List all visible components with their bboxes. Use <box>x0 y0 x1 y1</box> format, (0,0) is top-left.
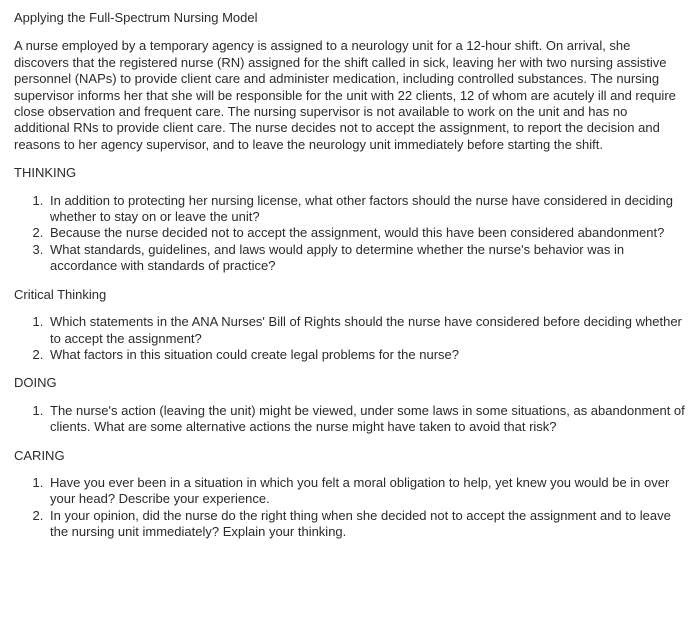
question-list <box>14 475 686 541</box>
section-doing <box>14 375 686 435</box>
question-list <box>14 193 686 275</box>
question-item: 2. In your opinion, did the nurse do the right thing when she decided not to accept the assignment and to leave the nursing unit immediately? Explain your thinking. <box>47 508 686 541</box>
section-heading: THINKING <box>14 165 77 181</box>
question-item: 3. What standards, guidelines, and laws would apply to determine whether the nurse's behavior was in accordance with standards of practice? <box>47 242 686 275</box>
question-item: 2. Because the nurse decided not to accept the assignment, would this have been considered abandonment? <box>47 225 686 241</box>
section-heading: Critical Thinking <box>14 286 107 302</box>
question-item: 1. The nurse's action (leaving the unit) might be viewed, under some laws in some situations, as abandonment of clients. What are some alternative actions the nurse might have taken to avoid that risk? <box>47 403 686 436</box>
question-list <box>14 403 686 436</box>
section-caring <box>14 448 686 541</box>
question-list <box>14 314 686 363</box>
section-critical-thinking <box>14 287 686 364</box>
question-item: 1. Have you ever been in a situation in which you felt a moral obligation to help, yet knew you would be in over your head? Describe your experience. <box>47 475 686 508</box>
section-heading: DOING <box>14 375 57 391</box>
question-item: 2. What factors in this situation could create legal problems for the nurse? <box>47 347 686 363</box>
section-thinking <box>14 165 686 274</box>
scenario-paragraph: A nurse employed by a temporary agency is assigned to a neurology unit for a 12-hour shift. On arrival, she discovers that the registered nurse (RN) assigned for the shift called in sick, leaving her with two nursing assistive personnel (NAPs) to provide client care and administer medication, including controlled substances. The nursing supervisor informs her that she will be responsible for the unit with 22 clients, 12 of whom are acutely ill and require close observation and frequent care. The nursing supervisor is not available to work on the unit and has no additional RNs to provide client care. The nurse decides not to accept the assignment, to report the decision and reasons to her agency supervisor, and to leave the neurology unit immediately before starting the shift. <box>14 38 676 152</box>
question-item: 1. Which statements in the ANA Nurses' Bill of Rights should the nurse have considered before deciding whether to accept the assignment? <box>47 314 686 347</box>
question-item: 1. In addition to protecting her nursing license, what other factors should the nurse have considered in deciding whether to stay on or leave the unit? <box>47 193 686 226</box>
document-title: Applying the Full-Spectrum Nursing Model <box>14 10 258 25</box>
section-heading: CARING <box>14 447 65 463</box>
